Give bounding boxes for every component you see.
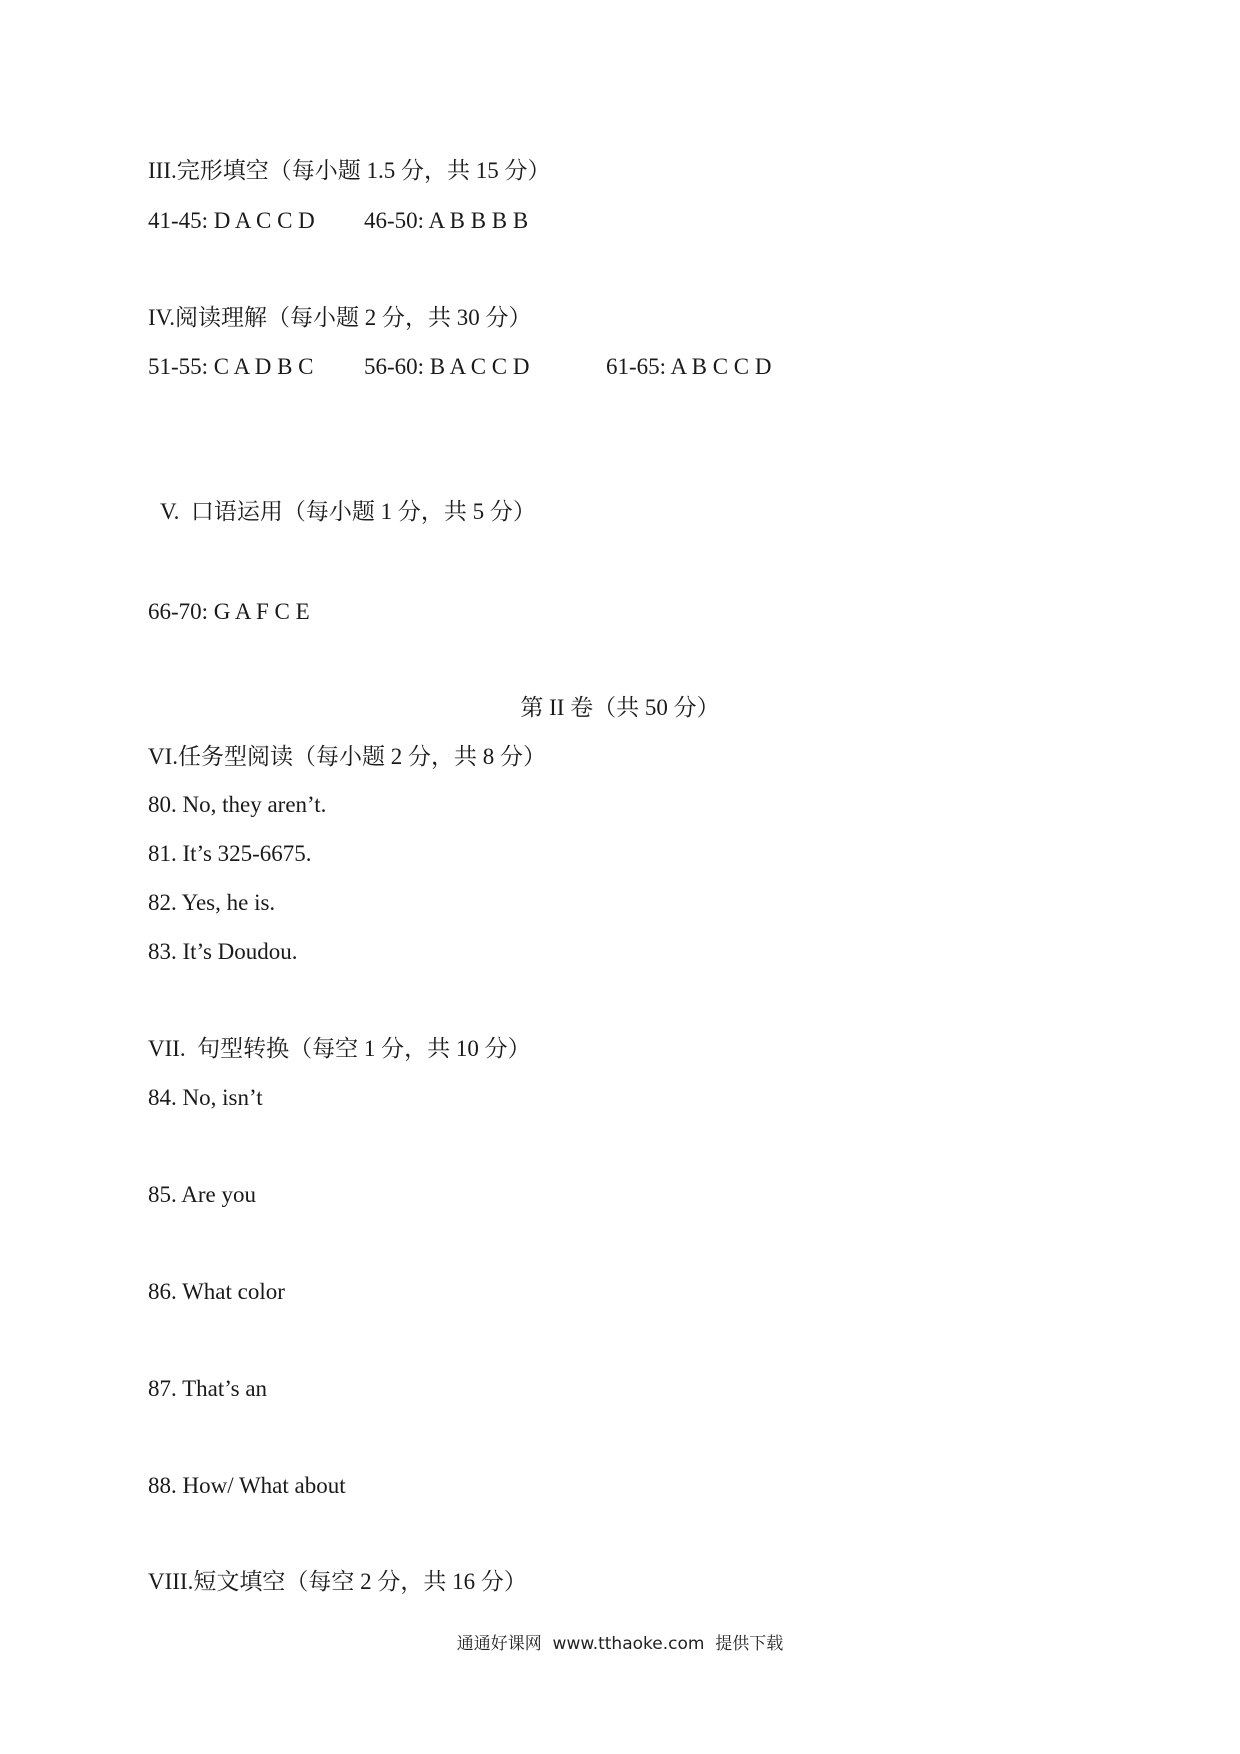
section-8-heading: VIII.短文填空（每空 2 分，共 16 分） xyxy=(148,1569,527,1594)
answer-item-83: 83. It’s Doudou. xyxy=(148,939,298,964)
answer-item-80: 80. No, they aren’t. xyxy=(148,792,327,817)
part-2-title: 第 II 卷（共 50 分） xyxy=(520,695,720,720)
answer-item-86: 86. What color xyxy=(148,1279,285,1304)
answer-item-82: 82. Yes, he is. xyxy=(148,890,276,915)
answer-item-87: 87. That’s an xyxy=(148,1376,268,1401)
section-4-heading: IV.阅读理解（每小题 2 分，共 30 分） xyxy=(148,305,532,330)
answer-item-85: 85. Are you xyxy=(148,1182,256,1207)
section-5-heading: V. 口语运用（每小题 1 分，共 5 分） xyxy=(160,499,536,524)
answer-row-56-60: 56-60: B A C C D xyxy=(364,354,530,379)
section-6-heading: VI.任务型阅读（每小题 2 分，共 8 分） xyxy=(148,744,547,769)
answer-row-51-55: 51-55: C A D B C xyxy=(148,354,314,379)
answer-row-46-50: 46-50: A B B B B xyxy=(364,208,529,233)
answer-item-84: 84. No, isn’t xyxy=(148,1085,263,1110)
answer-row-41-45: 41-45: D A C C D xyxy=(148,208,315,233)
answer-item-81: 81. It’s 325-6675. xyxy=(148,841,312,866)
section-7-heading: VII. 句型转换（每空 1 分，共 10 分） xyxy=(148,1036,531,1061)
answer-row-66-70: 66-70: G A F C E xyxy=(148,599,310,624)
answer-row-61-65: 61-65: A B C C D xyxy=(606,354,772,379)
section-3-heading: III.完形填空（每小题 1.5 分，共 15 分） xyxy=(148,158,551,183)
answer-item-88: 88. How/ What about xyxy=(148,1473,346,1498)
page-footer: 通通好课网 www.tthaoke.com 提供下载 xyxy=(456,1634,784,1654)
